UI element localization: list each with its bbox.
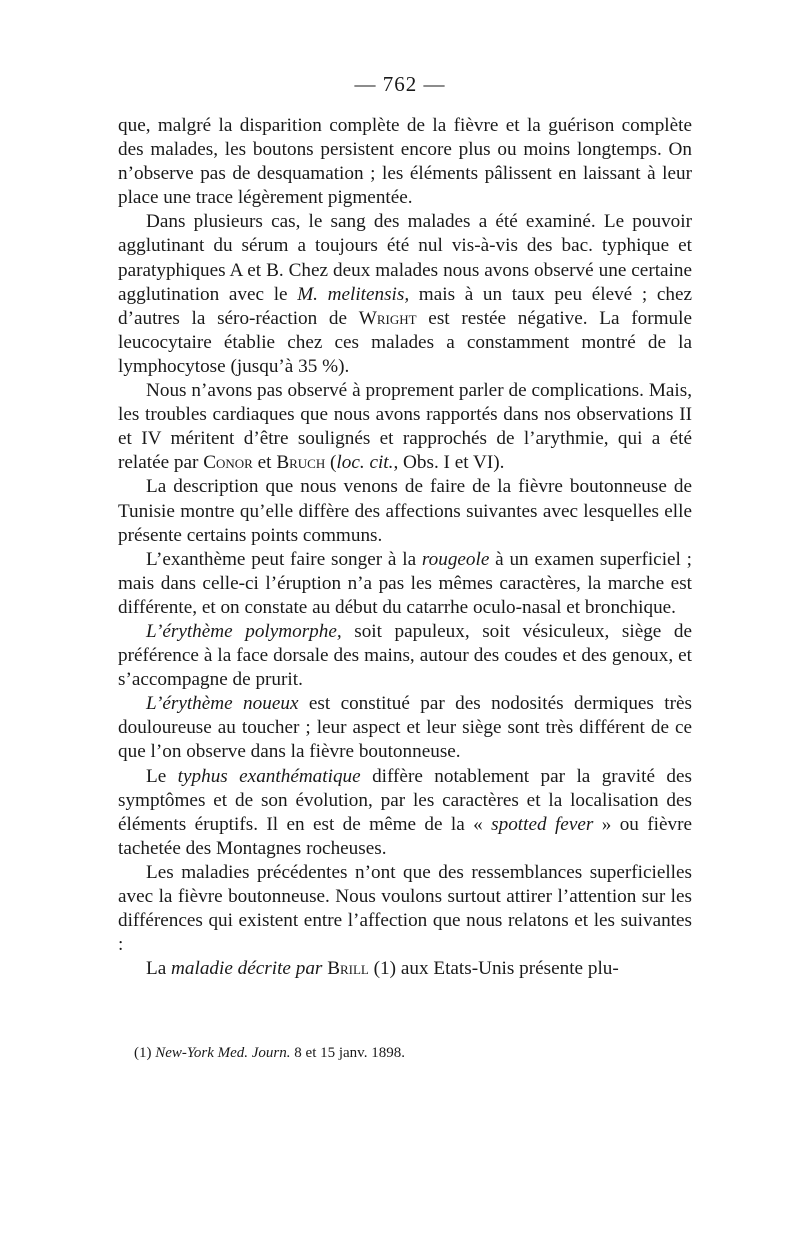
text-run: est constitué par des nodosités dermiques très douloureuse au toucher ; leur aspect et leur siège sont très différent de ce que l’on observe dans la fièvre boutonneuse. <box>118 693 692 763</box>
paragraph <box>118 692 692 764</box>
author-name: Bruch <box>276 452 326 474</box>
paragraph <box>118 114 692 210</box>
text-run: est restée négative. La formule leucocytaire établie chez ces malades a constamment montré de la lymphocytose (jusqu’à 35 %). <box>118 307 692 377</box>
text-run: La <box>146 958 172 980</box>
italic-text: spotted fever <box>491 813 594 835</box>
italic-text: maladie décrite par <box>171 958 323 980</box>
author-name: Brill <box>327 958 369 980</box>
paragraph <box>118 765 692 861</box>
paragraph <box>118 548 692 620</box>
text-run: La description que nous venons de faire de la fièvre boutonneuse de Tunisie montre qu’elle diffère des affections suivantes avec lesquelles elle présente certains points communs. <box>118 476 692 546</box>
italic-text: L’érythème noueux <box>146 693 299 715</box>
page-number: — 762 — <box>354 72 446 96</box>
text-run: diffère notablement par la gravité des symptômes et de son évolution, par les caractères et la localisation des éléments éruptifs. Il en est de même de la « <box>118 765 692 835</box>
text-run: Le <box>146 765 178 787</box>
text-run: Les maladies précédentes n’ont que des ressemblances superficielles avec la fièvre boutonneuse. Nous voulons surtout attirer l’attention sur les différences qui existent entre l’affection que nous relatons et les suivantes : <box>118 861 692 956</box>
italic-text: loc. cit. <box>336 452 394 474</box>
italic-text: L’érythème polymorphe, <box>146 620 342 642</box>
paragraph <box>118 957 692 981</box>
text-run: » ou fièvre tachetée des Montagnes rocheuses. <box>118 813 693 859</box>
text-run: Nous n’avons pas observé à proprement parler de complications. Mais, les troubles cardiaques que nous avons rapportés dans nos observations II et IV méritent d’être soulignés et rapprochés de l’arythmie, qui a été relatée par <box>118 380 692 474</box>
italic-text: M. melitensis, <box>297 283 410 305</box>
italic-text: typhus exanthématique <box>177 765 361 787</box>
author-name: Conor <box>203 452 253 474</box>
text-run: (1) <box>134 1045 156 1061</box>
text-run: Dans plusieurs cas, le sang des malades a été examiné. Le pouvoir agglutinant du sérum a toujours été nul vis-à-vis des bac. typhique et paratyphiques A et B. Chez deux malades nous avons observé une certaine agglutination avec le <box>118 211 692 305</box>
text-run: à un examen superficiel ; mais dans celle-ci l’éruption n’a pas les mêmes caractères, la marche est différente, et on constate au début du catarrhe oculo-nasal et bronchique. <box>118 548 692 618</box>
text-run: , Obs. I et VI). <box>393 452 505 474</box>
footnote <box>134 1044 694 1062</box>
paragraph <box>118 379 692 475</box>
body-text <box>118 114 692 981</box>
text-run: (1) aux Etats-Unis présente plu- <box>368 958 619 980</box>
paragraph <box>118 861 692 957</box>
italic-text: rougeole <box>421 548 490 570</box>
text-run: ( <box>325 452 337 474</box>
text-run: 8 et 15 janv. 1898. <box>290 1045 405 1061</box>
text-run: que, malgré la disparition complète de la fièvre et la guérison complète des malades, les boutons persistent encore plus ou moins longtemps. On n’observe pas de desquamation ; les éléments pâlissent en laissant à leur place une trace légèrement pigmentée. <box>118 115 692 209</box>
text-run: soit papuleux, soit vésiculeux, siège de préférence à la face dorsale des mains, autour des coudes et des genoux, et s’accompagne de prurit. <box>118 620 692 691</box>
text-run: mais à un taux peu élevé ; chez d’autres la séro-réaction de <box>118 283 692 329</box>
text-run: et <box>252 452 277 474</box>
text-run: L’exanthème peut faire songer à la <box>146 548 422 570</box>
author-name: Wright <box>358 307 417 329</box>
paragraph <box>118 475 692 547</box>
paragraph <box>118 210 692 379</box>
italic-text: New-York Med. Journ. <box>155 1045 291 1061</box>
paragraph <box>118 620 692 692</box>
